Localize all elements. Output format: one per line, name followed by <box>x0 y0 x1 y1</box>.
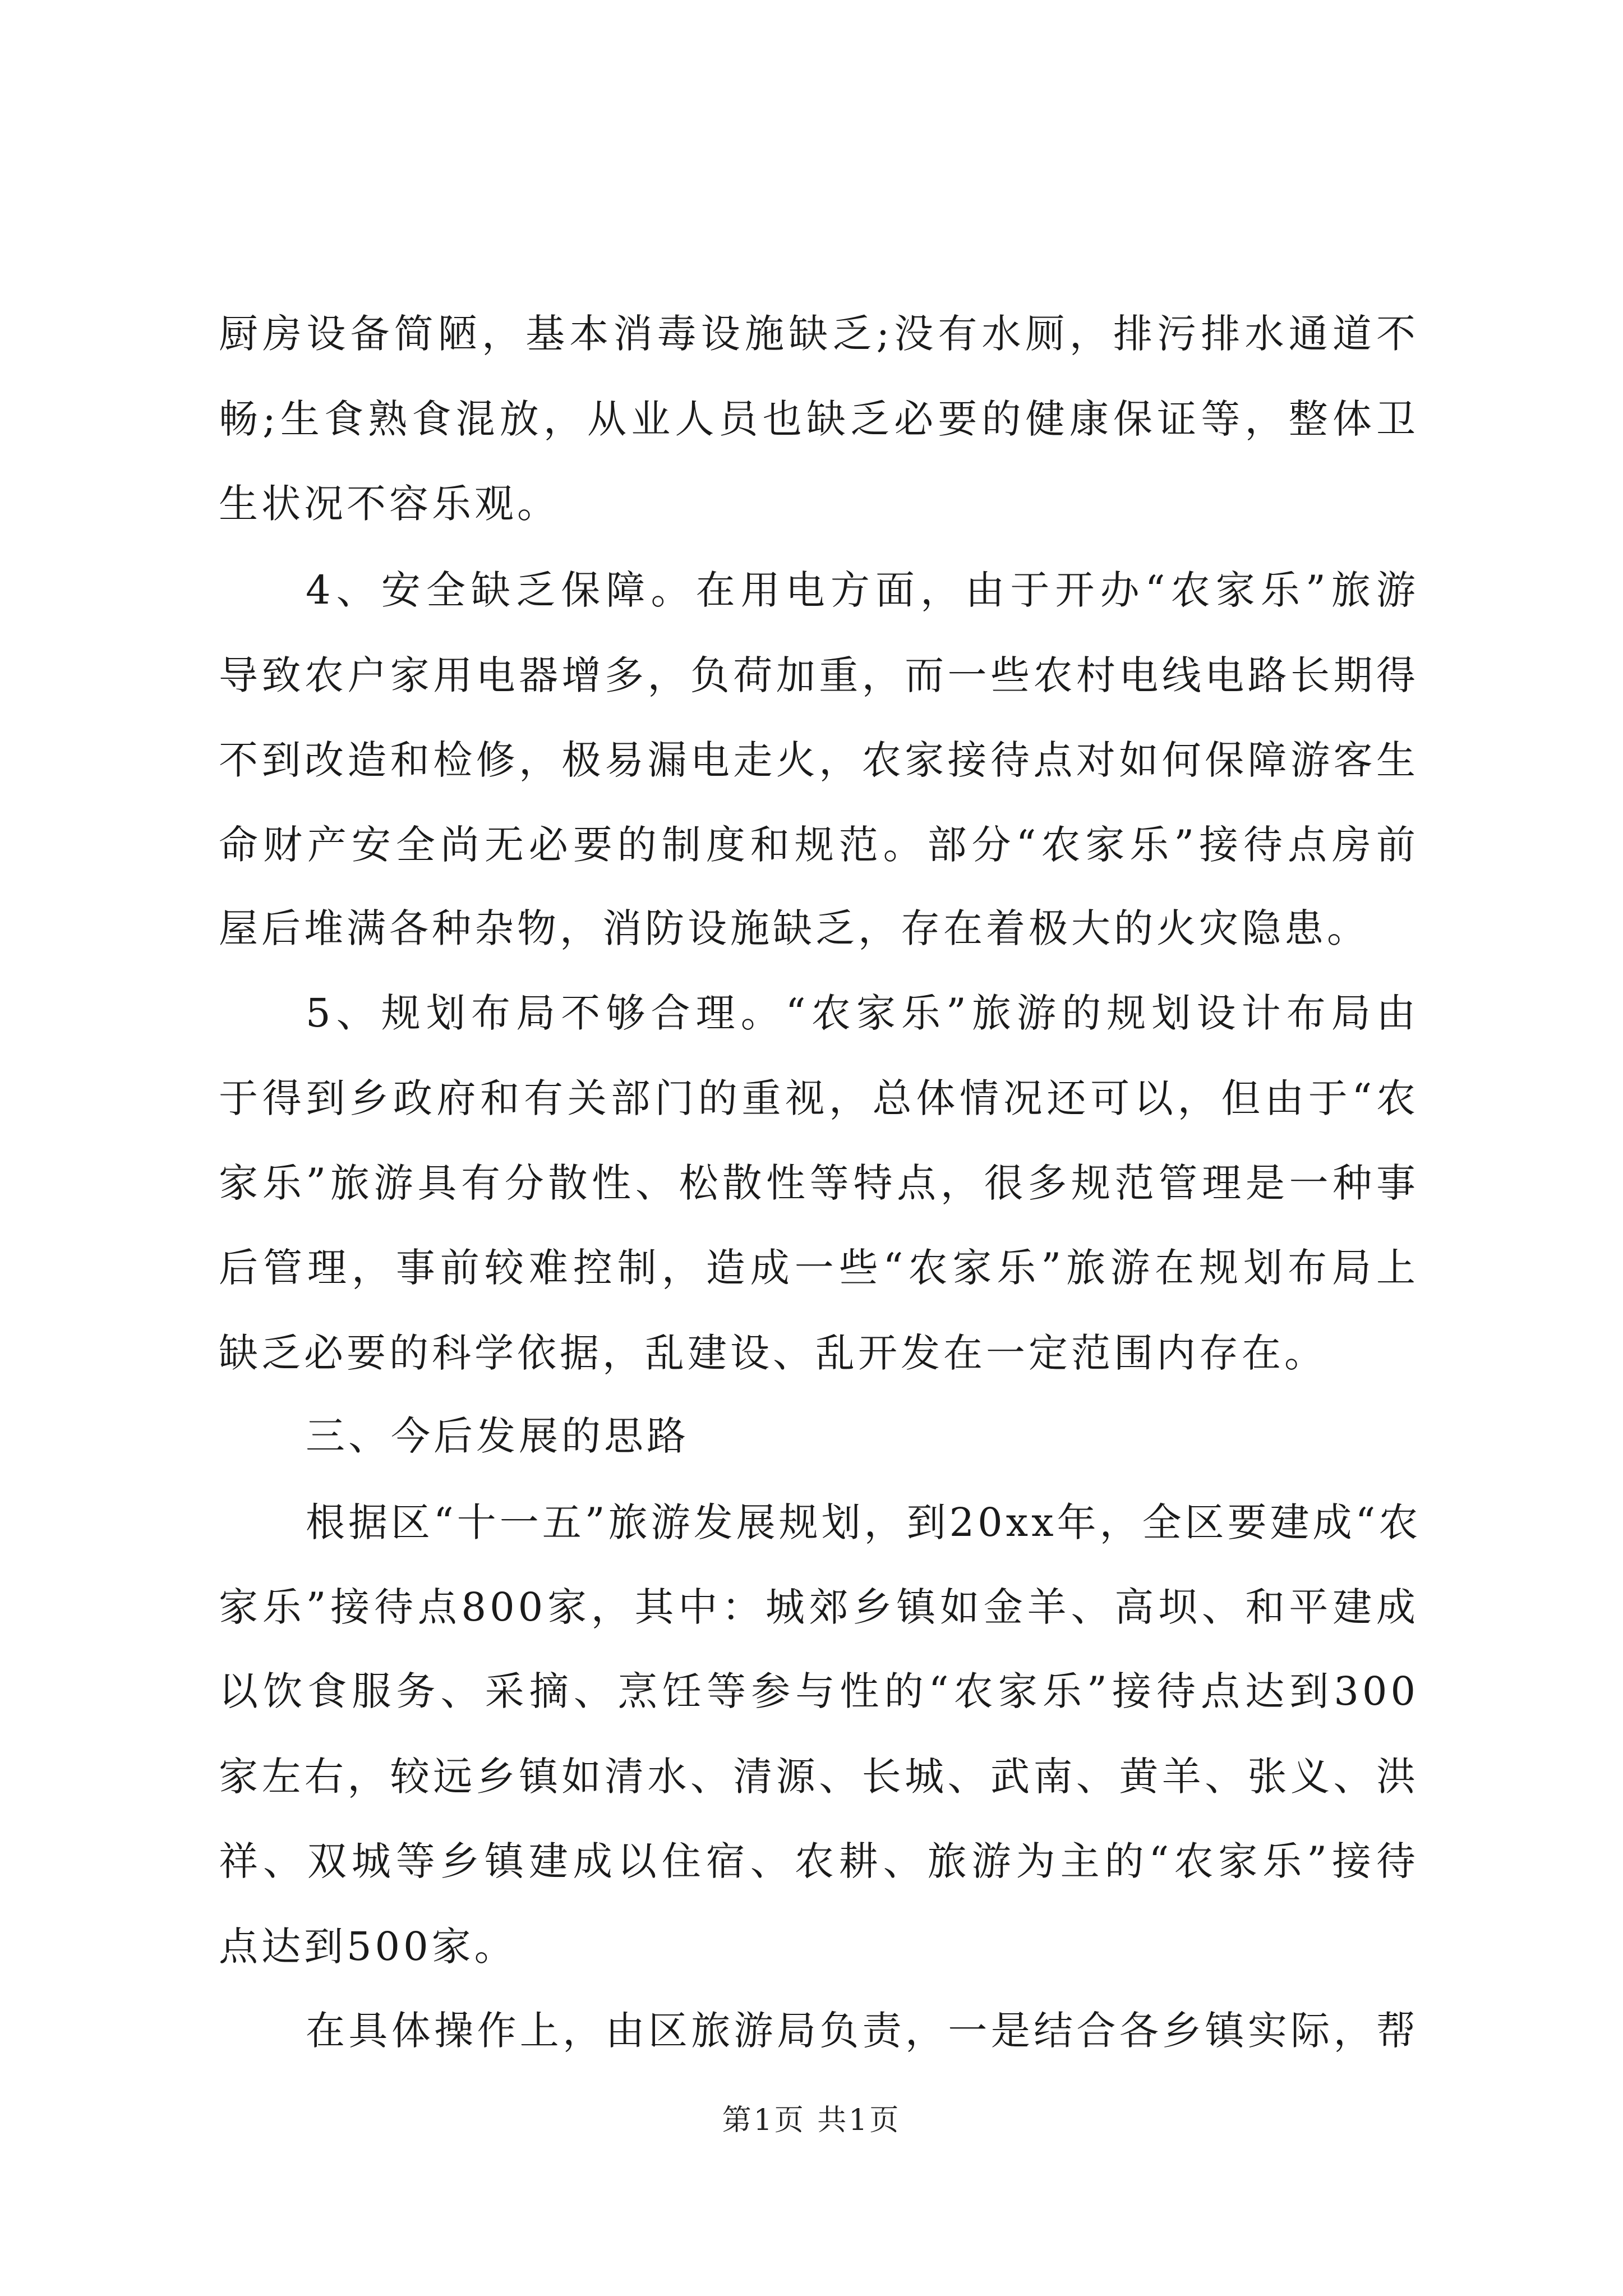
body-line: 家左右，较远乡镇如清水、清源、长城、武南、黄羊、张义、洪 <box>219 1754 1419 1800</box>
body-line: 厨房设备简陋，基本消毒设施缺乏;没有水厕，排污排水通道不 <box>219 311 1419 357</box>
body-line: 导致农户家用电器增多，负荷加重，而一些农村电线电路长期得 <box>219 652 1419 698</box>
body-line: 畅;生食熟食混放，从业人员也缺乏必要的健康保证等，整体卫 <box>219 396 1419 442</box>
body-line: 于得到乡政府和有关部门的重视，总体情况还可以，但由于“农 <box>219 1075 1419 1121</box>
paragraph-heading-line: 5、规划布局不够合理。“农家乐”旅游的规划设计布局由 <box>306 990 1419 1036</box>
body-line: 点达到500家。 <box>219 1924 517 1970</box>
body-line: 不到改造和检修，极易漏电走火，农家接待点对如何保障游客生 <box>219 737 1419 783</box>
body-line: 祥、双城等乡镇建成以住宿、农耕、旅游为主的“农家乐”接待 <box>219 1838 1419 1884</box>
body-line: 家乐”接待点800家，其中：城郊乡镇如金羊、高坝、和平建成 <box>219 1584 1419 1630</box>
page-footer: 第1页 共1页 <box>722 2104 901 2137</box>
section-heading: 三、今后发展的思路 <box>306 1413 689 1459</box>
body-line: 在具体操作上，由区旅游局负责，一是结合各乡镇实际，帮 <box>306 2008 1419 2054</box>
paragraph-heading-line: 4、安全缺乏保障。在用电方面，由于开办“农家乐”旅游 <box>306 567 1419 613</box>
body-line: 命财产安全尚无必要的制度和规范。部分“农家乐”接待点房前 <box>219 822 1419 868</box>
body-line: 后管理，事前较难控制，造成一些“农家乐”旅游在规划布局上 <box>219 1245 1419 1291</box>
body-line: 屋后堆满各种杂物，消防设施缺乏，存在着极大的火灾隐患。 <box>219 905 1370 951</box>
body-line: 家乐”旅游具有分散性、松散性等特点，很多规范管理是一种事 <box>219 1160 1419 1206</box>
body-line: 以饮食服务、采摘、烹饪等参与性的“农家乐”接待点达到300 <box>219 1668 1419 1714</box>
body-line: 根据区“十一五”旅游发展规划，到20xx年，全区要建成“农 <box>306 1499 1422 1545</box>
body-line: 缺乏必要的科学依据，乱建设、乱开发在一定范围内存在。 <box>219 1330 1327 1376</box>
body-line: 生状况不容乐观。 <box>219 481 560 527</box>
